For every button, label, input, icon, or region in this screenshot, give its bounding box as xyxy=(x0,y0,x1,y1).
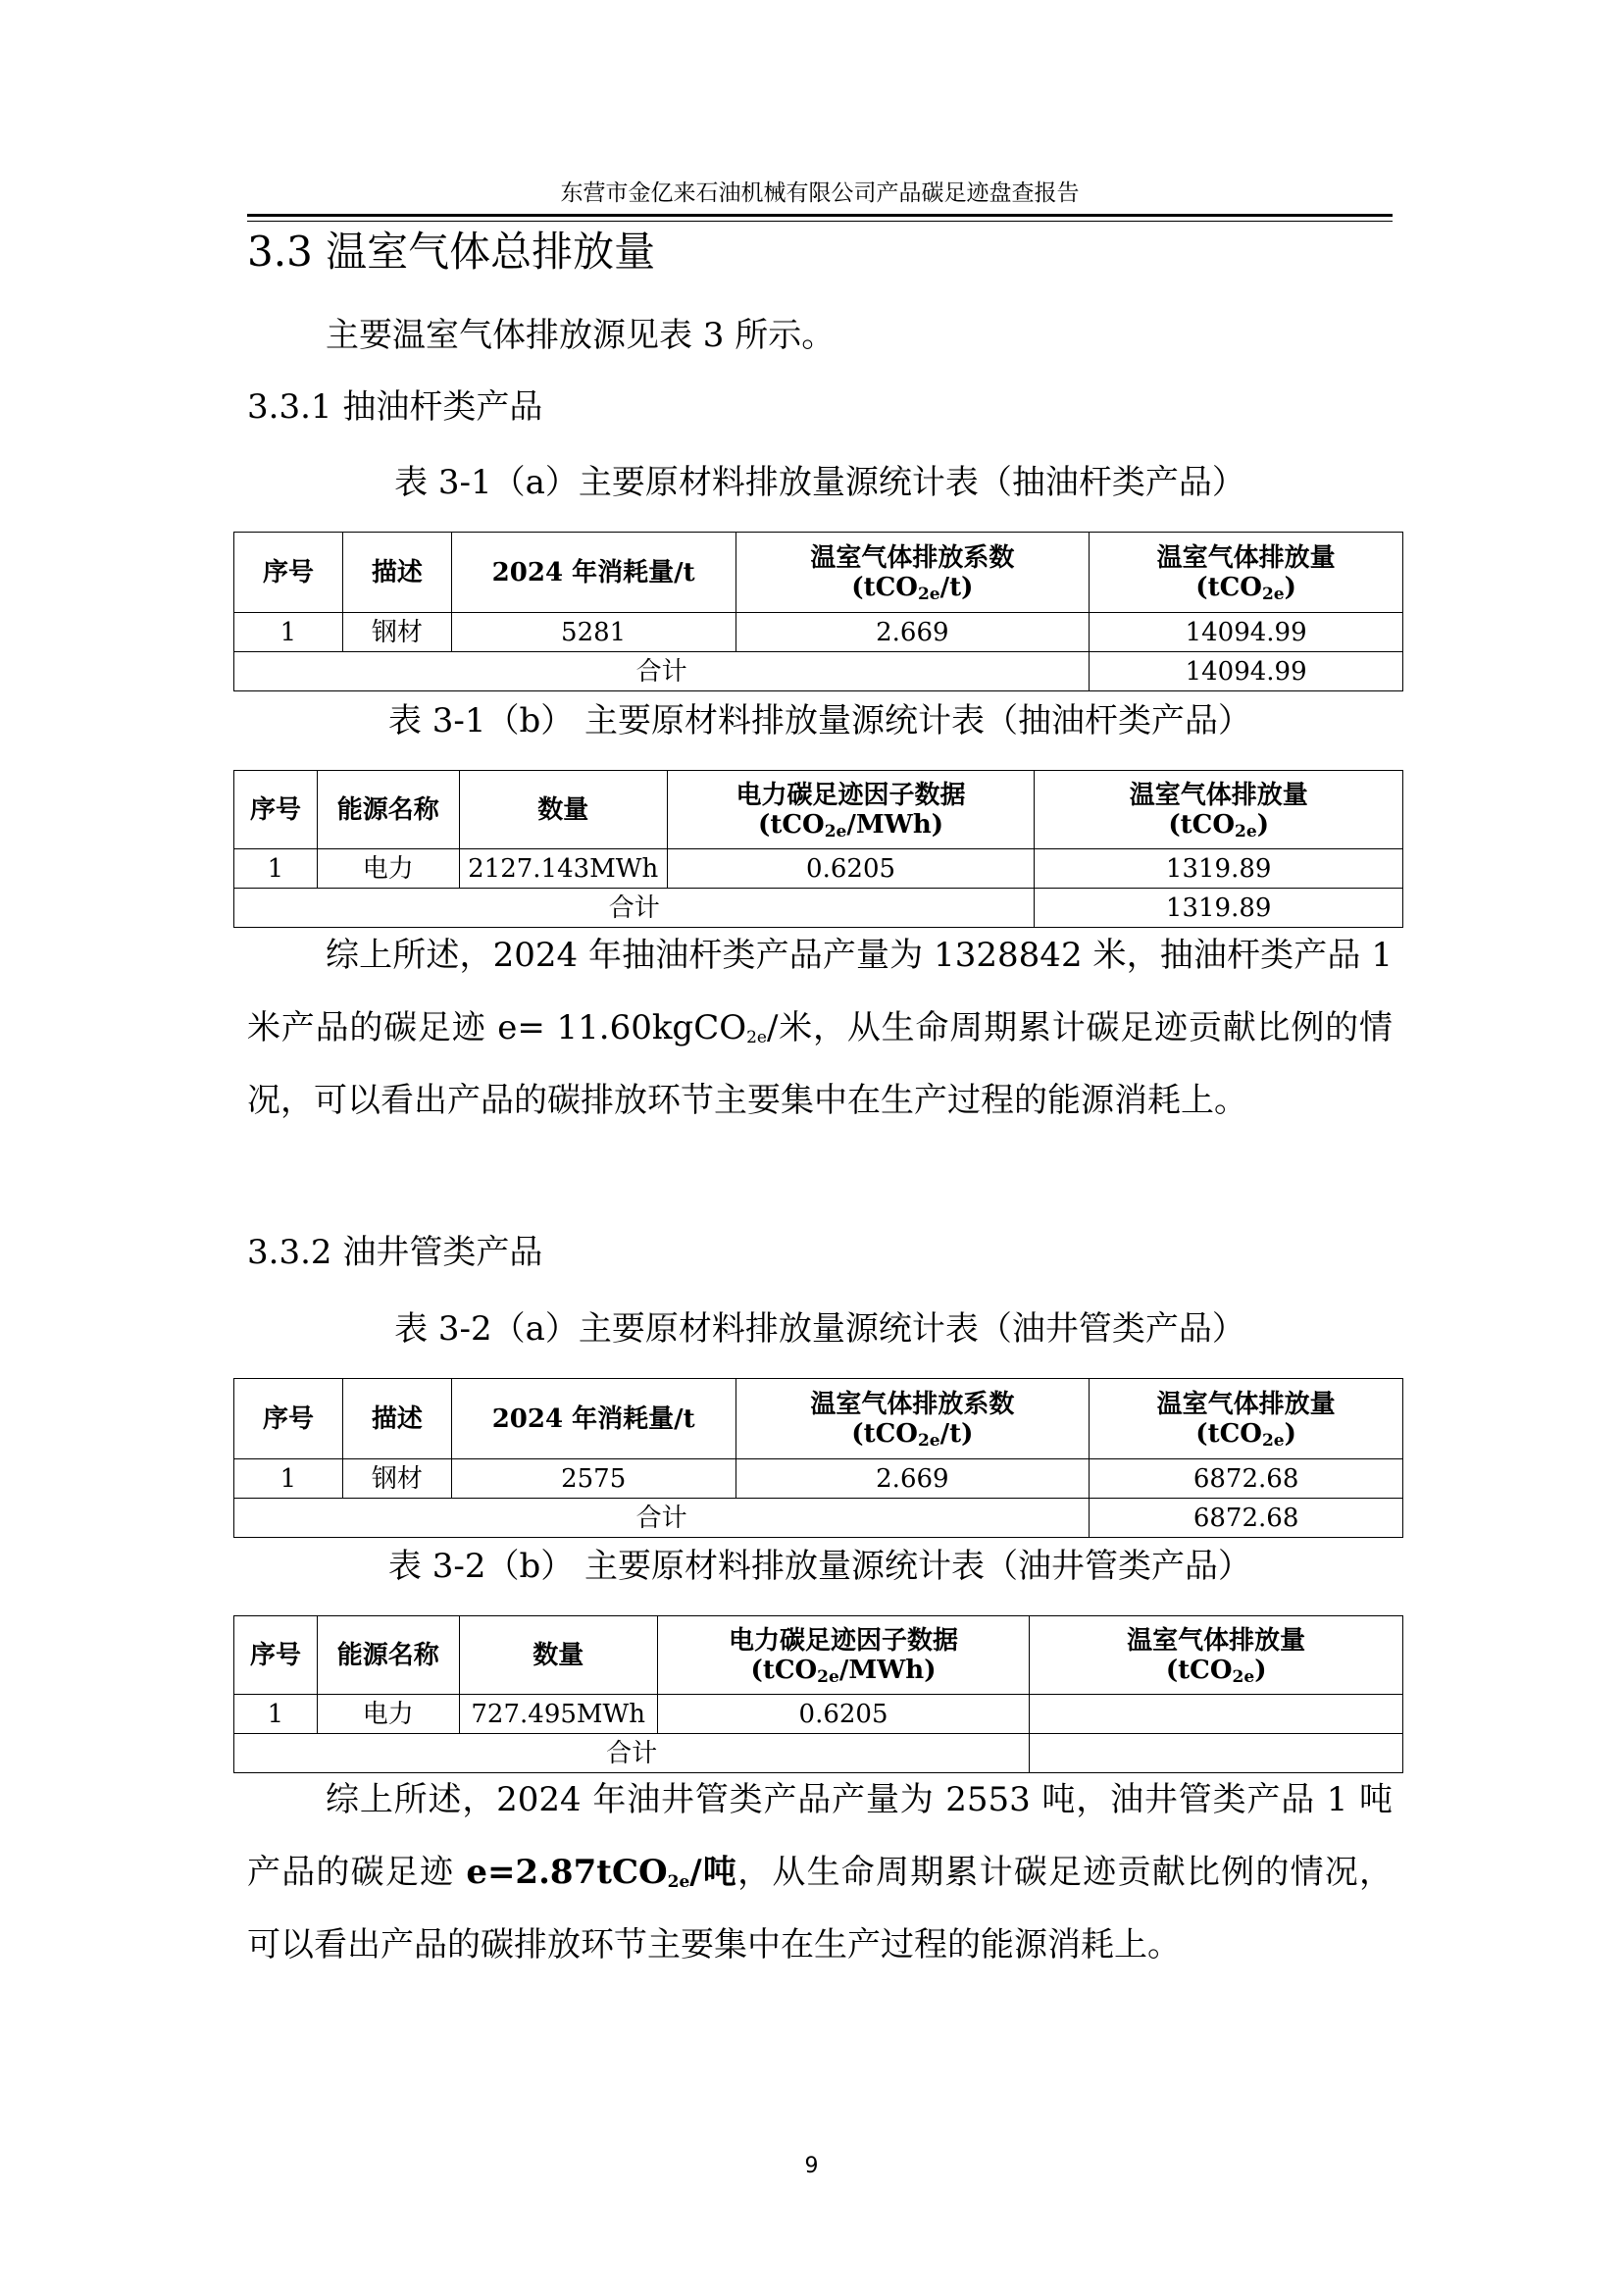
subsection-heading-1: 3.3.1 抽油杆类产品 xyxy=(247,387,543,427)
col-header-energy-name: 能源名称 xyxy=(317,1616,459,1695)
col-header-quantity: 数量 xyxy=(459,771,667,849)
section-intro: 主要温室气体排放源见表 3 所示。 xyxy=(326,316,836,355)
col-header-index: 序号 xyxy=(234,771,318,849)
table-3-1a xyxy=(233,532,1403,691)
col-header-consumption: 2024 年消耗量/t xyxy=(451,533,735,613)
table-row: 1 电力 2127.143MWh 0.6205 1319.89 xyxy=(234,849,1403,889)
table-total-row: 合计 1319.89 xyxy=(234,889,1403,928)
section-heading: 3.3 温室气体总排放量 xyxy=(247,228,656,276)
summary-paragraph-1: 综上所述，2024 年抽油杆类产品产量为 1328842 米，抽油杆类产品 1 米产品的碳足迹 e= 11.60kgCO$_{2e}$/米，从生命周期累计碳足迹贡献比例的情况，可以看出产品的碳排放环节主要集中在生产过程的能源消耗上。 xyxy=(247,936,1393,1120)
col-header-emission-factor: 温室气体排放系数 (tCO$_{2e}$/t) xyxy=(735,533,1090,613)
col-header-emissions: 温室气体排放量 (tCO$_{2e}$) xyxy=(1090,533,1403,613)
table-total-row: 合计 xyxy=(234,1734,1403,1773)
table-total-row: 合计 14094.99 xyxy=(234,652,1403,691)
table-row: 1 电力 727.495MWh 0.6205 xyxy=(234,1695,1403,1734)
col-header-power-factor: 电力碳足迹因子数据 (tCO$_{2e}$/MWh) xyxy=(667,771,1035,849)
page-number: 9 xyxy=(804,2154,819,2178)
subsection-heading-2: 3.3.2 油井管类产品 xyxy=(247,1233,543,1272)
col-header-description: 描述 xyxy=(342,533,451,613)
table-3-2a xyxy=(233,1378,1403,1538)
summary-paragraph-2: 综上所述，2024 年油井管类产品产量为 2553 吨，油井管类产品 1 吨产品的碳足迹 e=2.87tCO$_{2e}$/吨，从生命周期累计碳足迹贡献比例的情况，可以看出产品的碳排放环节主要集中在生产过程的能源消耗上。 xyxy=(247,1780,1394,1964)
col-header-index: 序号 xyxy=(234,533,343,613)
table-3-2b xyxy=(233,1615,1403,1773)
header-rule-thick xyxy=(247,214,1393,217)
col-header-power-factor: 电力碳足迹因子数据 (tCO$_{2e}$/MWh) xyxy=(657,1616,1030,1695)
table-3-1b xyxy=(233,770,1403,928)
col-header-emissions: 温室气体排放量 (tCO$_{2e}$) xyxy=(1030,1616,1403,1695)
page-header: 东营市金亿来石油机械有限公司产品碳足迹盘查报告 xyxy=(560,180,1080,206)
col-header-index: 序号 xyxy=(234,1379,343,1459)
table-total-row: 合计 6872.68 xyxy=(234,1499,1403,1538)
col-header-consumption: 2024 年消耗量/t xyxy=(451,1379,735,1459)
table-3-1a-caption: 表 3-1（a）主要原材料排放量源统计表（抽油杆类产品） xyxy=(394,463,1245,502)
col-header-description: 描述 xyxy=(342,1379,451,1459)
table-row: 1 钢材 2575 2.669 6872.68 xyxy=(234,1459,1403,1499)
col-header-emission-factor: 温室气体排放系数 (tCO$_{2e}$/t) xyxy=(735,1379,1090,1459)
table-3-2b-caption: 表 3-2（b） 主要原材料排放量源统计表（油井管类产品） xyxy=(387,1547,1252,1586)
table-3-1b-caption: 表 3-1（b） 主要原材料排放量源统计表（抽油杆类产品） xyxy=(387,701,1252,740)
col-header-index: 序号 xyxy=(234,1616,318,1695)
col-header-quantity: 数量 xyxy=(459,1616,657,1695)
col-header-emissions: 温室气体排放量 (tCO$_{2e}$) xyxy=(1090,1379,1403,1459)
col-header-energy-name: 能源名称 xyxy=(317,771,459,849)
table-3-2a-caption: 表 3-2（a）主要原材料排放量源统计表（油井管类产品） xyxy=(394,1309,1245,1349)
col-header-emissions: 温室气体排放量 (tCO$_{2e}$) xyxy=(1035,771,1403,849)
table-row: 1 钢材 5281 2.669 14094.99 xyxy=(234,613,1403,652)
